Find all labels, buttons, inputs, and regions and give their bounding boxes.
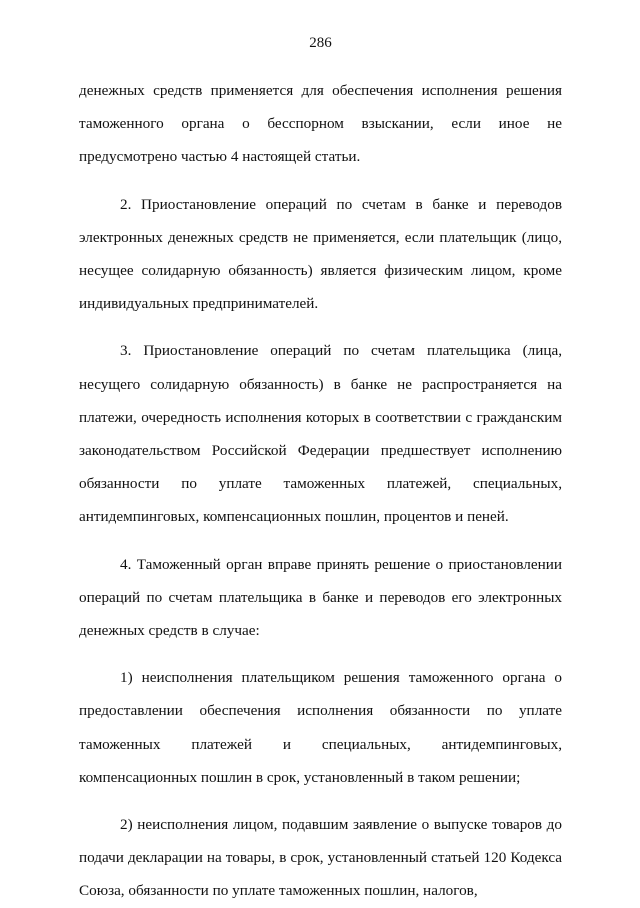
page-number: 286 <box>309 35 332 51</box>
paragraph-subitem-2: 2) неисполнения лицом, подавшим заявление о выпуске товаров до подачи декларации на товары, в срок, установленный статьей 120 Кодекса Союза, обязанности по уплате таможенных пошлин, налогов, <box>79 816 562 900</box>
paragraph-item-3: 3. Приостановление операций по счетам плательщика (лица, несущего солидарную обязанность) в банке не распространяется на платежи, очередность исполнения которых в соответствии с гражданским законодательством Российской Федерации предшествует исполнению обязанности по уплате таможенных платежей, специальных, антидемпинговых, компенсационных пошлин, процентов и пеней. <box>79 342 562 526</box>
paragraph-continuation: денежных средств применяется для обеспечения исполнения решения таможенного органа о бесспорном взыскании, если иное не предусмотрено частью 4 настоящей статьи. <box>79 82 562 166</box>
paragraph-item-2: 2. Приостановление операций по счетам в банке и переводов электронных денежных средств не применяется, если плательщик (лицо, несущее солидарную обязанность) является физическим лицом, кроме индивидуальных предпринимателей. <box>79 195 562 313</box>
paragraph-subitem-1: 1) неисполнения плательщиком решения таможенного органа о предоставлении обеспечения исполнения обязанности по уплате таможенных платежей и специальных, антидемпинговых, компенсационных пошлин в срок, установленный в таком решении; <box>79 669 562 786</box>
paragraph-item-4: 4. Таможенный орган вправе принять решение о приостановлении операций по счетам плательщика в банке и переводов его электронных денежных средств в случае: <box>79 555 562 640</box>
